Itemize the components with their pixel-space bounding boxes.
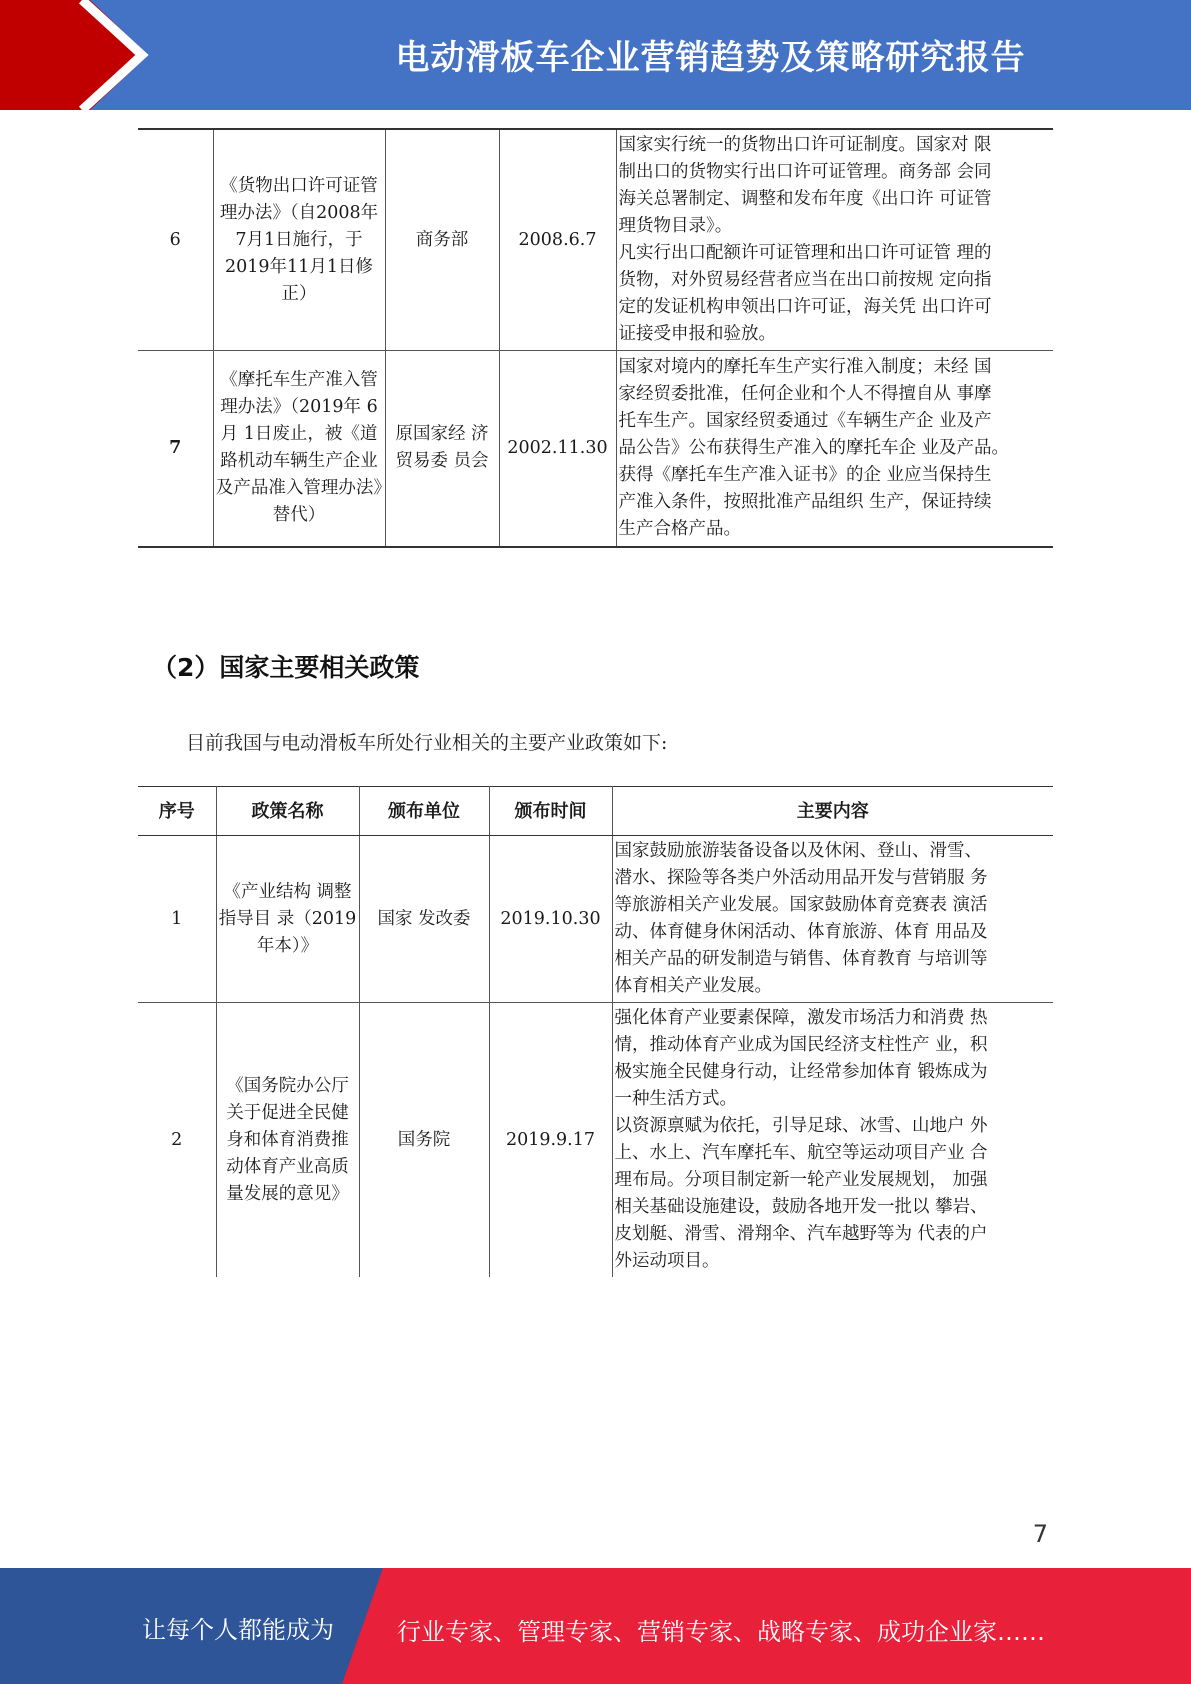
issue-date: 2008.6.7	[499, 129, 616, 351]
regulation-content	[616, 351, 1053, 547]
section-intro: 目前我国与电动滑板车所处行业相关的主要产业政策如下:	[186, 732, 668, 754]
content-line: 以资源禀赋为依托，引导足球、冰雪、山地户 外	[614, 1116, 988, 1136]
issuing-authority: 国务院	[359, 1003, 489, 1278]
column-header: 主要内容	[612, 787, 1053, 836]
table-header-row	[138, 787, 1053, 836]
issue-date: 2002.11.30	[499, 351, 616, 547]
content-line: 凡实行出口配额许可证管理和出口许可证管 理的	[618, 243, 992, 263]
row-number: 7	[138, 351, 213, 547]
content-line: 潜水、探险等各类户外活动用品开发与营销服 务	[614, 868, 988, 888]
content-line: 制出口的货物实行出口许可证管理。商务部 会同	[618, 162, 992, 182]
policy-name: 《国务院办公厅关于促进全民健身和体育消费推动体育产业高质量发展的意见》	[216, 1003, 359, 1278]
content-line: 国家对境内的摩托车生产实行准入制度；未经 国	[618, 356, 992, 377]
issuing-authority: 商务部	[385, 129, 499, 351]
content-line: 生产合格产品。	[618, 518, 741, 539]
content-line: 理货物目录》。	[618, 216, 733, 236]
content-line: 一种生活方式。	[614, 1089, 737, 1109]
issue-date: 2019.10.30	[489, 836, 612, 1003]
header-arrow-decoration	[0, 0, 260, 110]
table-row	[138, 836, 1053, 1003]
page-header	[0, 0, 1191, 110]
content-line: 体育相关产业发展。	[614, 976, 772, 996]
table-row	[138, 1003, 1053, 1278]
content-line: 获得《摩托车生产准入证书》的企 业应当保持生	[618, 464, 992, 485]
content-line: 情，推动体育产业成为国民经济支柱性产 业，积	[614, 1035, 988, 1055]
content-line: 国家实行统一的货物出口许可证制度。国家对 限	[618, 135, 992, 155]
regulation-name: 《货物出口许可证管理办法》（自2008年7月1日施行，于2019年11月1日修 正）	[213, 129, 385, 351]
content-line: 海关总署制定、调整和发布年度《出口许 可证管	[618, 189, 992, 209]
regulation-name: 《摩托车生产准入管理办法》（2019年 6月 1日废止，被《道路机动车辆生产企业及产品准入管理办法》替代）	[213, 351, 385, 547]
content-line: 品公告》公布获得生产准入的摩托车企 业及产品。	[618, 437, 1010, 458]
content-line: 相关基础设施建设，鼓励各地开发一批以 攀岩、	[614, 1197, 988, 1217]
policy-content	[612, 1003, 1053, 1278]
content-line: 定的发证机构申领出口许可证，海关凭 出口许可	[618, 297, 992, 317]
content-line: 理布局。分项目制定新一轮产业发展规划， 加强	[614, 1170, 988, 1190]
page-footer	[0, 1568, 1191, 1684]
table-row	[138, 351, 1053, 547]
regulation-table	[138, 128, 1053, 548]
content-line: 等旅游相关产业发展。国家鼓励体育竞赛表 演活	[614, 895, 988, 915]
content-line: 上、水上、汽车摩托车、航空等运动项目产业 合	[614, 1143, 988, 1163]
row-number: 1	[138, 836, 216, 1003]
table-row	[138, 129, 1053, 351]
content-line: 强化体育产业要素保障，激发市场活力和消费 热	[614, 1008, 988, 1028]
policy-name: 《产业结构 调整指导目 录（2019年本）》	[216, 836, 359, 1003]
page-number: 7	[1032, 1520, 1048, 1548]
regulation-content	[616, 129, 1053, 351]
content-line: 外运动项目。	[614, 1251, 720, 1271]
content-line: 极实施全民健身行动，让经常参加体育 锻炼成为	[614, 1062, 988, 1082]
footer-slogan-left: 让每个人都能成为	[142, 1616, 334, 1644]
report-title: 电动滑板车企业营销趋势及策略研究报告	[395, 38, 1026, 78]
column-header: 政策名称	[216, 787, 359, 836]
content-line: 动、体育健身休闲活动、体育旅游、体育 用品及	[614, 922, 988, 942]
row-number: 6	[138, 129, 213, 351]
content-line: 家经贸委批准，任何企业和个人不得擅自从 事摩	[618, 383, 992, 404]
issuing-authority: 原国家经 济贸易委 员会	[385, 351, 499, 547]
section-heading: （2）国家主要相关政策	[152, 653, 420, 682]
issuing-authority: 国家 发改委	[359, 836, 489, 1003]
column-header: 颁布单位	[359, 787, 489, 836]
content-line: 托车生产。国家经贸委通过《车辆生产企 业及产	[618, 410, 992, 431]
content-line: 相关产品的研发制造与销售、体育教育 与培训等	[614, 949, 988, 969]
policy-content	[612, 836, 1053, 1003]
row-number: 2	[138, 1003, 216, 1278]
content-line: 证接受申报和验放。	[618, 324, 776, 344]
issue-date: 2019.9.17	[489, 1003, 612, 1278]
content-line: 产准入条件，按照批准产品组织 生产，保证持续	[618, 491, 992, 512]
content-line: 国家鼓励旅游装备设备以及休闲、登山、滑雪、	[614, 841, 982, 861]
column-header: 序号	[138, 787, 216, 836]
policy-table	[138, 786, 1053, 1277]
content-line: 皮划艇、滑雪、滑翔伞、汽车越野等为 代表的户	[614, 1224, 988, 1244]
content-line: 货物，对外贸易经营者应当在出口前按规 定向指	[618, 270, 992, 290]
footer-slogan-right: 行业专家、管理专家、营销专家、战略专家、成功企业家……	[397, 1618, 1045, 1646]
column-header: 颁布时间	[489, 787, 612, 836]
